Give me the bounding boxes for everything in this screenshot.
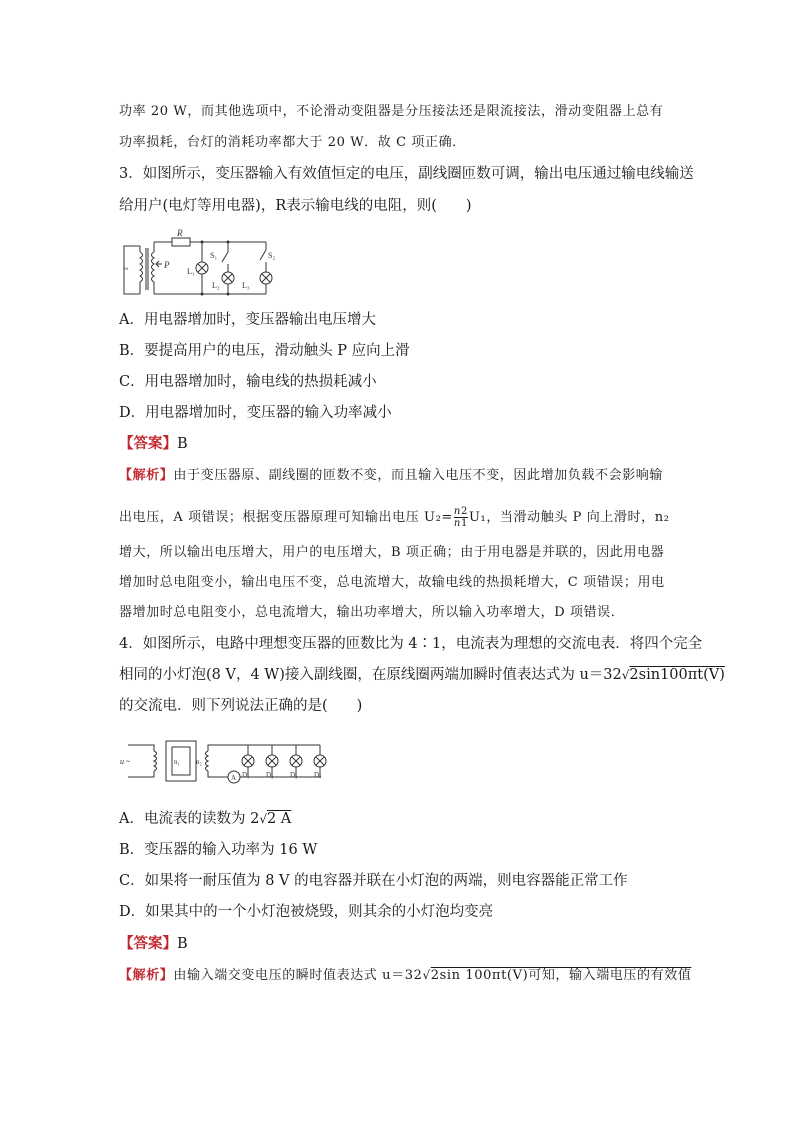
q4-option-b: B．变压器的输入功率为 16 W [119,842,318,858]
answer-tag: 【答案】 [119,435,177,452]
q3-circuit-diagram [118,228,288,300]
label-R: R [177,228,183,238]
label-S2: S₂ [268,251,276,260]
label-L3: L₃ [242,281,250,290]
intro-line-2: 功率损耗，台灯的消耗功率都大于 20 W．故 C 项正确． [119,135,466,150]
q3-option-c: C．用电器增加时，输电线的热损耗减小 [119,374,377,390]
label-D2: D₂ [266,771,274,779]
q4-option-d: D．如果其中的一个小灯泡被烧毁，则其余的小灯泡均变亮 [119,904,494,920]
q3-analysis-line-4: 增加时总电阻变小，输出电压不变，总电流增大，故输电线的热损耗增大，C 项错误；用电 [119,575,665,590]
label-L1: L₁ [187,267,195,276]
label-D3: D₃ [290,771,298,779]
q4-answer [119,934,188,954]
label-ammeter: A [231,774,237,782]
svg-text:~: ~ [126,757,131,766]
q3-analysis-line-1: 【解析】由于变压器原、副线圈的匝数不变，而且输入电压不变，因此增加负载不会影响输 [119,468,664,483]
analysis-tag: 【解析】 [119,468,174,483]
svg-text:~: ~ [123,264,129,275]
answer-value: B [177,936,188,952]
q4-stem-line-1: 4．如图所示，电路中理想变压器的匝数比为 4∶1，电流表为理想的交流电表．将四个完全 [119,636,703,652]
q3-analysis-line-5: 器增加时总电阻变小，总电流增大，输出功率增大，所以输入功率增大，D 项错误． [119,605,625,620]
q3-analysis-line-3: 增大，所以输出电压增大，用户的电压增大，B 项正确；由于用电器是并联的，因此用电器 [119,545,665,560]
analysis-tag: 【解析】 [119,968,174,983]
q4-analysis-line-1: 【解析】由输入端交变电压的瞬时值表达式 u＝32√2sin 100πt(V)可知，输入端电压的有效值 [119,968,692,983]
q3-stem-line-2: 给用户(电灯等用电器)，R表示输电线的电阻，则( ) [119,198,472,214]
q3-answer [119,434,188,454]
label-D1: D₁ [242,771,250,779]
label-S1: S₁ [210,251,218,260]
q3-option-b: B．要提高用户的电压，滑动触头 P 应向上滑 [119,343,410,359]
q3-option-a: A．用电器增加时，变压器输出电压增大 [119,312,376,328]
label-D4: D₄ [314,771,322,779]
label-n1: n₁ [174,758,180,766]
q4-stem-line-2: 相同的小灯泡(8 V，4 W)接入副线圈，在原线圈两端加瞬时值表达式为 u＝32√2sin100πt(V) [119,667,725,683]
q3-analysis-line-2: 出电压，A 项错误；根据变压器原理可知输出电压 U₂= $\frac{n2}{n1}$ U₁，当滑动触头 P 向上滑时，n₂ [119,506,670,529]
q3-stem-line-1: 3．如图所示，变压器输入有效值恒定的电压，副线圈匝数可调，输出电压通过输电线输送 [119,166,694,182]
q4-option-a: A．电流表的读数为 2√2 A [119,811,292,827]
q4-stem-line-3: 的交流电．则下列说法正确的是( ) [119,698,363,714]
label-L2: L₂ [212,281,220,290]
q4-circuit-diagram [118,733,328,793]
intro-line-1: 功率 20 W，而其他选项中，不论滑动变阻器是分压接法还是限流接法，滑动变阻器上总有 [119,104,664,119]
answer-tag: 【答案】 [119,935,177,952]
label-n2: n₂ [196,758,202,766]
q4-option-c: C．如果将一耐压值为 8 V 的电容器并联在小灯泡的两端，则电容器能正常工作 [119,873,628,889]
q3-option-d: D．用电器增加时，变压器的输入功率减小 [119,405,392,421]
answer-value: B [177,436,188,452]
label-P: P [164,260,170,270]
fraction-n2-n1: $\frac{n2}{n1}$ [453,506,468,529]
label-u: u [120,757,124,766]
